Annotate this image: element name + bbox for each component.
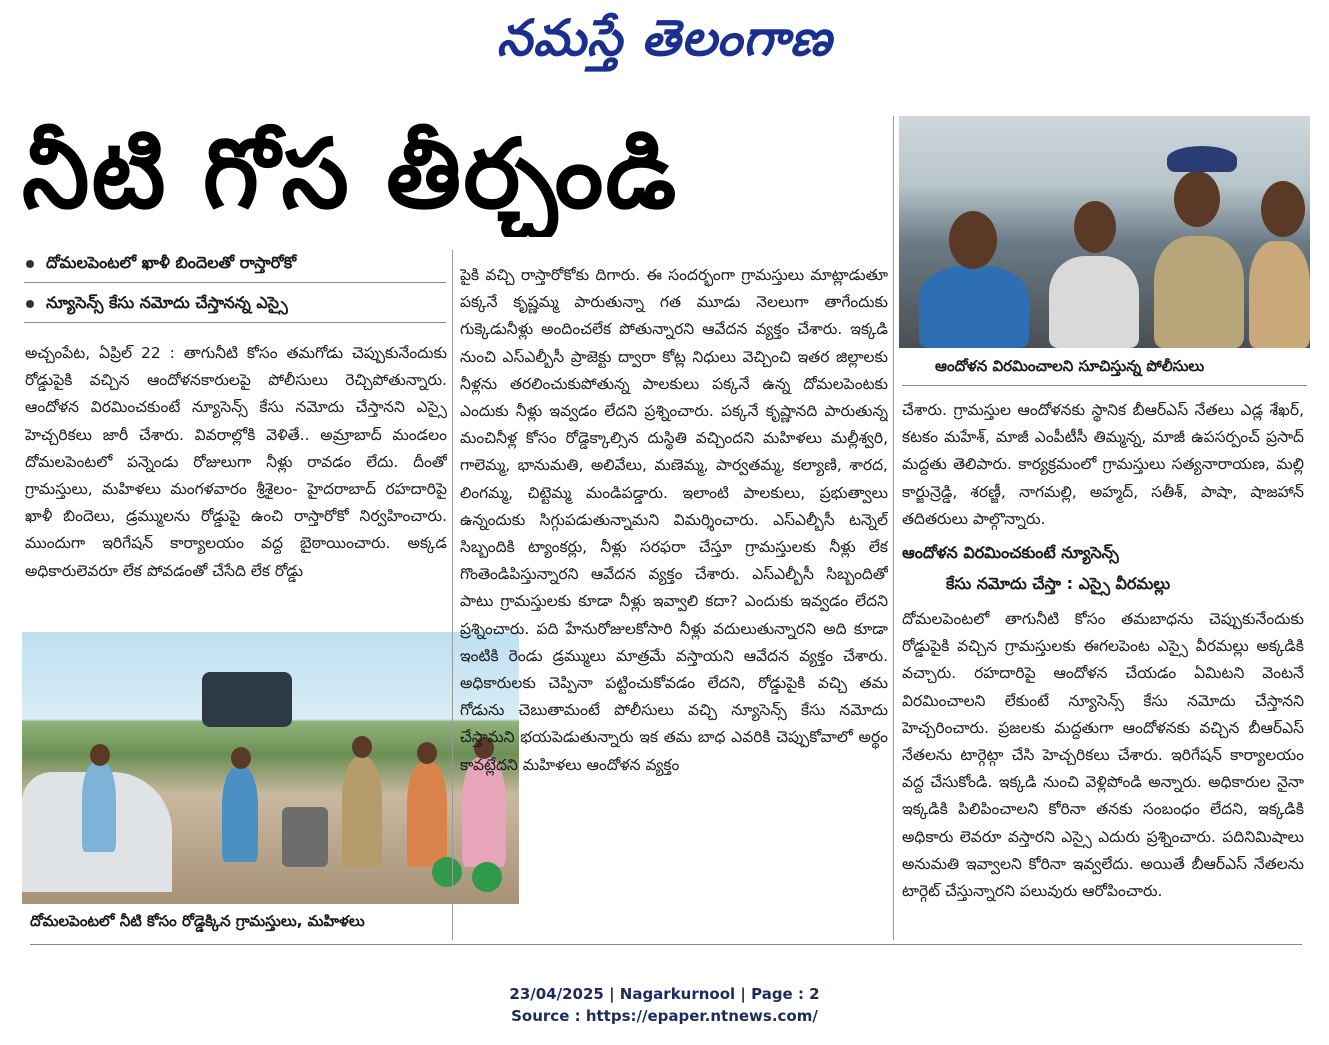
person-head [417,742,437,764]
person-head [352,736,372,758]
footer-date-edition: 23/04/2025 | Nagarkurnool | Page : 2 [509,985,820,1003]
person-head [949,211,997,269]
police-cap [1167,146,1237,172]
deck-line-2 [26,293,446,316]
person-figure [82,762,116,852]
person-head [231,747,251,769]
person-head [90,744,110,766]
person-head [1261,181,1305,237]
divider [30,944,1302,945]
protest-photo-caption: దోమలపెంటలో నీటి కోసం రోడ్డెక్కిన గ్రామస్తులు, మహిళలు [30,912,365,930]
divider [24,322,446,323]
bus-shape [202,672,292,727]
article-column-1: అచ్చంపేట, ఏప్రిల్ 22 : తాగునీటి కోసం తమగోడు చెప్పుకునేందుకు రోడ్డుపైకి వచ్చిన ఆందోళనకారులపై పోలీసులు రెచ్చిపోతున్నారు. ఆందోళన విరమించకుంటే న్యూసెన్స్ కేసు నమోదు చేస్తానని ఎస్సై హెచ్చరికలు జారీ చేశారు. వివరాల్లోకి వెళితే.. అమ్రాబాద్ మండలం దోమలపెంటలో పన్నెండు రోజులుగా నీళ్లు రావడం లేదు. దీంతో గ్రామస్తులు, మహిళలు మంగళవారం శ్రీశైలం- హైదరాబాద్ రహదారిపై ఖాళీ బిందెలు, డ్రమ్ములను రోడ్డుపై ఉంచి రాస్తారోకో నిర్వహించారు. ముందుగా ఇరిగేషన్ కార్యాలయం వద్ద బైఠాయించారు. అక్కడ అధికారులెవరూ లేక పోవడంతో చేసేది లేక రోడ్డు [25,344,447,580]
article-column-2: పైకి వచ్చి రాస్తారోకోకు దిగారు. ఈ సందర్భంగా గ్రామస్తులు మాట్లాడుతూ పక్కనే కృష్ణమ్మ పారుతున్నా గత మూడు నెలలుగా తాగేందుకు గుక్కెడునీళ్లు అందించలేక పోతున్నారని ఆవేదన వ్యక్తం చేశారు. ఇక్కడి నుంచి ఎస్ఎల్బీసీ ప్రాజెక్టు ద్వారా కోట్ల నిధులు వెచ్చించి ఇతర జిల్లాలకు నీళ్లను తరలించుకుపోతున్న పాలకులు పక్కనే ఉన్న దోమలపెంటకు ఎందుకు నీళ్లు ఇవ్వడం లేదని ప్రశ్నించారు. పక్కనే కృష్ణానది పారుతున్న మంచినీళ్ల కోసం రోడ్డెక్కాల్సిన దుస్థితి వచ్చిందని మహిళలు మల్లీశ్వరి, గాలెమ్మ, భానుమతి, అలివేలు, మణెమ్మ, పార్వతమ్మ, కల్యాణి, శారద, లింగమ్మ, చిట్టెమ్మ మండిపడ్డారు. ఇలాంటి పాలకులు, ప్రభుత్వాలు ఉన్నందుకు సిగ్గుపడుతున్నామని విమర్శించారు. ఎస్ఎల్బీసీ టన్నెల్ సిబ్బందికి ట్యాంకర్లు, నీళ్లు సరఫరా చేస్తూ గ్రామస్తులకు నీళ్లు లేక గొంతెండిపిస్తున్నారని ఆవేదన వ్యక్తం చేశారు. ఎస్ఎల్బీసీ సిబ్బందితో పాటు గ్రామస్తులకు కూడా నీళ్లు ఇవ్వాలి కదా? ఎందుకు ఇవ్వడం లేదని ప్రశ్నించారు. పది హేనురోజులకోసారి నీళ్లు వదులుతున్నారని అది కూడా ఇంటికి రెండు డ్రమ్ములు మాత్రమే వస్తాయని ఆవేదన వ్యక్తం చేశారు. అధికారులకు చెప్పినా పట్టించుకోవడం లేదని, రోడ్డుపైకి వచ్చి తమ గోడును చెబుతామంటే పోలీసులు వచ్చి న్యూసెన్స్ కేసు నమోదు చేస్తామని భయపెడుతున్నారు ఇక తమ బాధ ఎవరికి చెప్పుకోవాలో అర్థం కావట్లేదని మహిళలు ఆందోళన వ్యక్తం [460,266,888,774]
deck-text-2: న్యూసెన్స్ కేసు నమోదు చేస్తానన్న ఎస్సై [46,293,288,312]
masthead-logo: నమస్తే తెలంగాణ [496,8,833,67]
drum-shape [282,807,328,867]
bullet-icon [26,260,34,268]
subheading-line-1: ఆందోళన విరమించకుంటే న్యూసెన్స్ [902,543,1119,562]
footer-source: Source : https://epaper.ntnews.com/ [511,1007,818,1025]
article-column-3a: చేశారు. గ్రామస్తుల ఆందోళనకు స్థానిక బీఆర్ఎస్ నేతలు ఎడ్ల శేఖర్, కటకం మహేశ్, మాజీ ఎంపీటీసీ తిమ్మన్న, మాజీ ఉపసర్పంచ్ ప్రసాద్ మద్దతు తెలిపారు. కార్యక్రమంలో గ్రామస్తులు సత్యనారాయణ, మల్లి కార్జున్రెడ్డి, శరణ్జీ, నాగమల్లి, అహ్మద్, సతీశ్, పాషా, షాజహాన్ తదితరులు పాల్గొన్నారు. [902,401,1304,528]
police-photo-caption: ఆందోళన విరమించాలని సూచిస్తున్న పోలీసులు [935,357,1205,375]
person-figure [1049,256,1139,348]
police-figure [1249,241,1310,348]
person-figure [919,266,1029,348]
deck-line-1 [26,253,446,276]
pot-shape [432,857,462,887]
person-head [1174,171,1220,227]
person-figure [222,767,258,862]
police-figure [342,757,382,867]
protest-photo [22,632,519,904]
person-figure [407,762,447,867]
deck-text-1: దోమలపెంటలో ఖాళీ బిందెలతో రాస్తారోకో [46,253,297,272]
headline: నీటి గోస తీర్చండి [22,118,679,230]
person-head [1074,201,1116,253]
police-photo [899,116,1310,348]
article-column-3b: దోమలపెంటలో తాగునీటి కోసం తమబాధను చెప్పుకునేందుకు రోడ్డుపైకి వచ్చిన గ్రామస్తులకు ఈగలపెంట ఎస్సై వీరమల్లు అక్కడికి వచ్చారు. రహదారిపై ఆందోళన చేయడం ఏమిటని వెంటనే విరమించాలని లేకుంటే న్యూసెన్స్ కేసు నమోదు చేస్తానని హెచ్చరించారు. ప్రజలకు మద్దతుగా ఆందోళనకు వచ్చిన బీఆర్ఎస్ నేతలను టార్గెట్గా చేసి హెచ్చరికలు చేశారు. ఇరిగేషన్ కార్యాలయం వద్ద చేసుకోండి. ఇక్కడి నుంచి వెళ్లిపోండి అన్నారు. అధికారుల నైనా ఇక్కడికి పిలిపించాలని కోరినా తనకు సంబంధం లేదని, ఇక్కడికి అధికారు లెవరూ వస్తారని ఎస్సై ఎదురు ప్రశ్నించారు. పదినిమిషాలు అనుమతి ఇవ్వాలని కోరినా ఇవ్వలేదు. అయితే బీఆర్ఎస్ నేతలను టార్గెట్ చేస్తున్నారని పలువురు ఆరోపించారు. [902,610,1304,901]
divider [902,385,1307,386]
bullet-icon [26,300,34,308]
divider [24,282,446,283]
column-divider [452,250,453,940]
police-figure [1154,236,1244,348]
column-divider [893,116,894,940]
subheading-line-2: కేసు నమోదు చేస్తా : ఎస్సై వీరమల్లు [946,574,1171,593]
